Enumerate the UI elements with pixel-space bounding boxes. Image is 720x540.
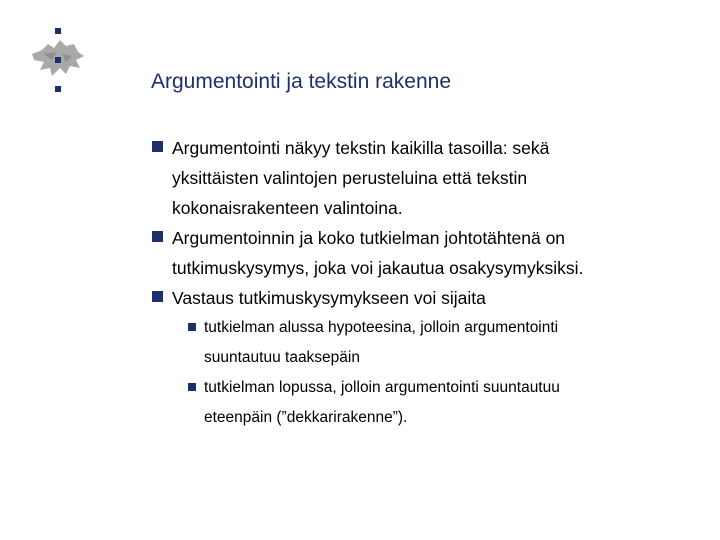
sub-bullet-text-line: tutkielman alussa hypoteesina, jolloin argumentointi: [204, 319, 559, 336]
square-bullet-icon: [188, 323, 196, 331]
bullet-text-line: Argumentointi näkyy tekstin kaikilla tasoilla: sekä: [172, 138, 550, 158]
bullet-item: [152, 283, 692, 313]
bullet-text-line: Vastaus tutkimuskysymykseen voi sijaita: [172, 288, 486, 308]
bullet-text-line: kokonaisrakenteen valintoina.: [172, 198, 403, 218]
slide-title: Argumentointi ja tekstin rakenne: [151, 70, 451, 93]
sub-bullet-list: [152, 313, 692, 433]
bullet-text-line: tutkimuskysymys, joka voi jakautua osakysymyksiksi.: [172, 258, 584, 278]
square-bullet-icon: [188, 383, 196, 391]
bullet-item: [152, 223, 692, 283]
square-bullet-icon: [152, 231, 163, 242]
bullet-item: [152, 133, 692, 223]
sub-bullet-text-line: eteenpäin (”dekkarirakenne”).: [204, 409, 408, 426]
university-logo-icon: [22, 26, 92, 96]
sub-bullet-item: [188, 313, 692, 373]
sub-bullet-text-line: suuntautuu taaksepäin: [204, 349, 360, 366]
bullet-text-line: Argumentoinnin ja koko tutkielman johtotähtenä on: [172, 228, 566, 248]
square-bullet-icon: [152, 291, 163, 302]
bullet-text-line: yksittäisten valintojen perusteluina että tekstin: [172, 168, 528, 188]
sub-bullet-text-line: tutkielman lopussa, jolloin argumentointi suuntautuu: [204, 379, 560, 396]
bullet-list: [152, 133, 692, 433]
sub-bullet-item: [188, 373, 692, 433]
square-bullet-icon: [152, 141, 163, 152]
